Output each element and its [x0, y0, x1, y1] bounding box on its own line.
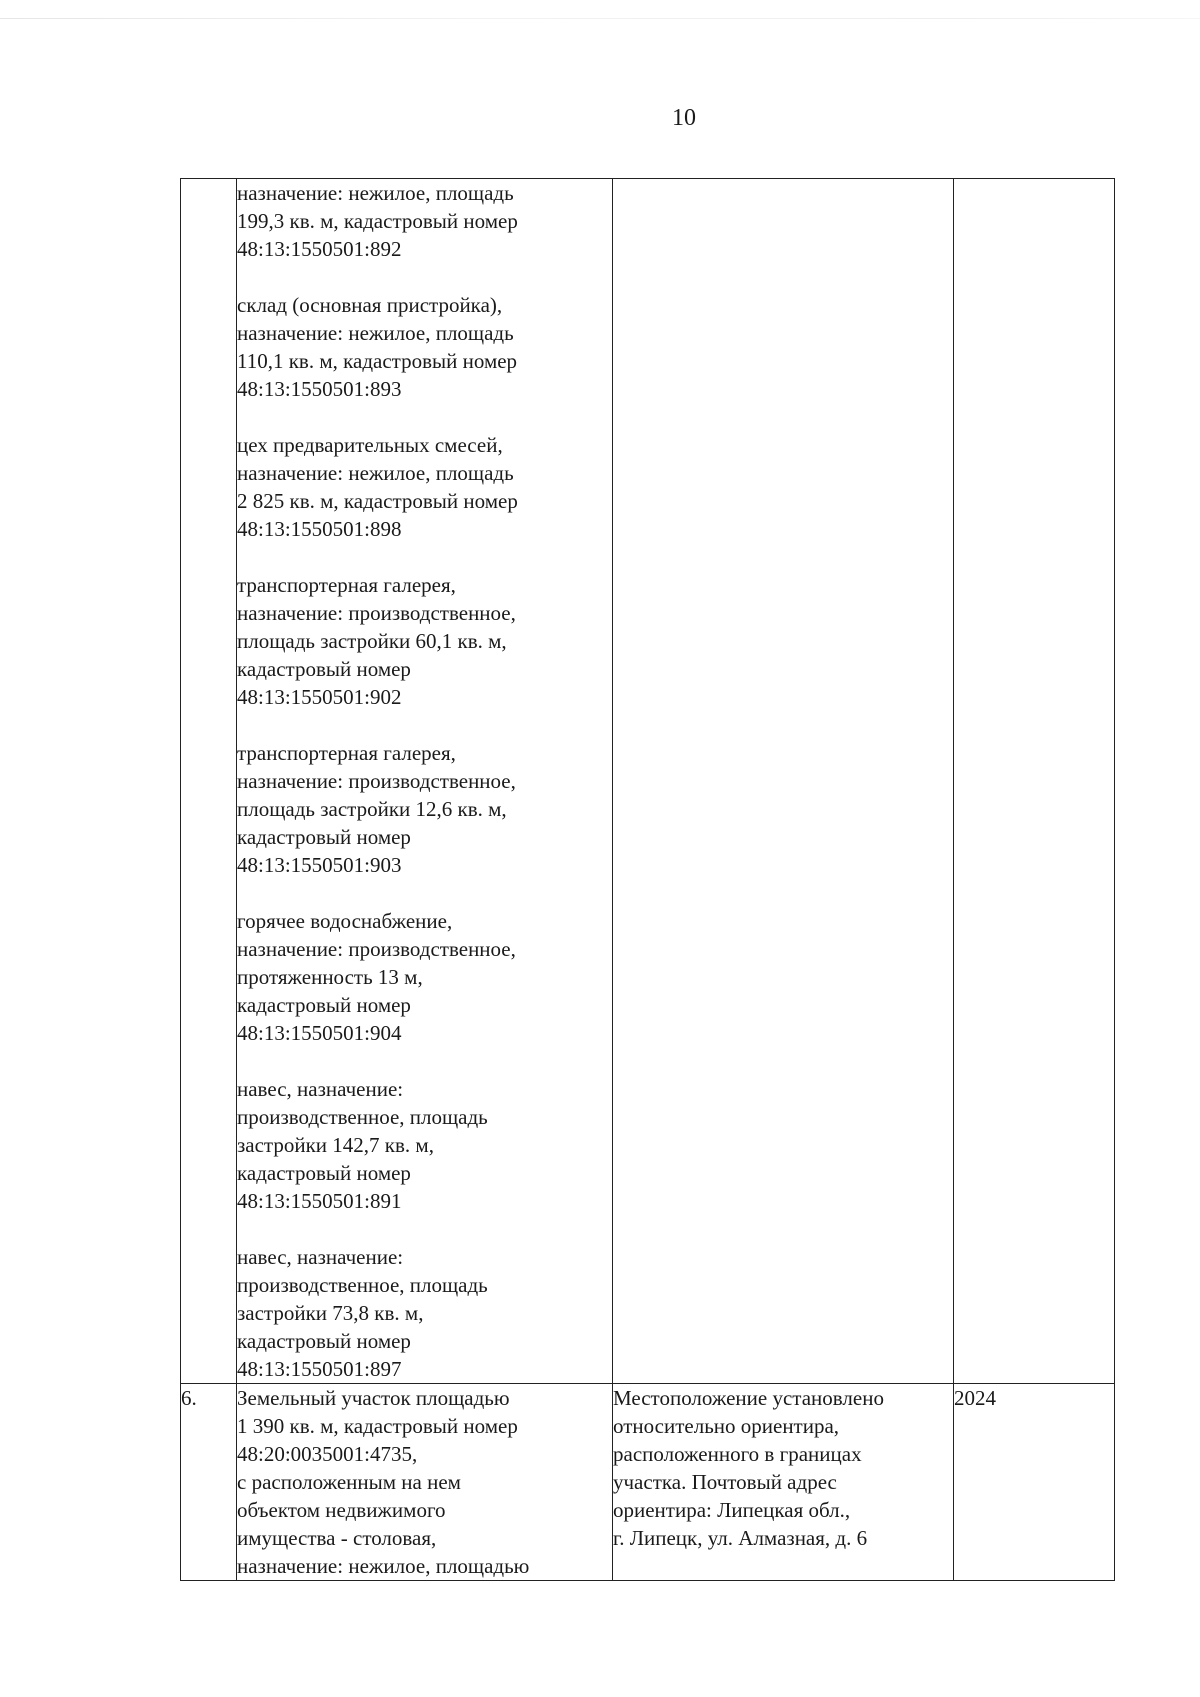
location-cell: Местоположение установлено относительно ориентира, расположенного в границах участка. Почтовый адрес ориентира: Липецкая обл., г. Липецк, ул. Алмазная, д. 6 — [613, 1384, 954, 1581]
page-number-text: 10 — [672, 105, 696, 131]
list-item: навес, назначение: производственное, площадь застройки 142,7 кв. м, кадастровый номер 48:13:1550501:891 — [237, 1077, 488, 1213]
table-row-6 — [181, 1384, 1115, 1581]
row-number-cell — [181, 179, 237, 1384]
year-text: 2024 — [954, 1386, 996, 1410]
table-row-continued — [181, 179, 1115, 1384]
description-cell: Земельный участок площадью 1 390 кв. м, кадастровый номер 48:20:0035001:4735, с расположенным на нем объектом недвижимого имущества - столовая, назначение: нежилое, площадью — [237, 1384, 613, 1581]
row-number: 6. — [181, 1386, 197, 1410]
list-item: транспортерная галерея, назначение: производственное, площадь застройки 60,1 кв. м, кадастровый номер 48:13:1550501:902 — [237, 573, 516, 709]
list-item: навес, назначение: производственное, площадь застройки 73,8 кв. м, кадастровый номер 48:13:1550501:897 — [237, 1245, 488, 1381]
list-item: склад (основная пристройка), назначение: нежилое, площадь 110,1 кв. м, кадастровый номер 48:13:1550501:893 — [237, 293, 518, 401]
list-item: транспортерная галерея, назначение: производственное, площадь застройки 12,6 кв. м, кадастровый номер 48:13:1550501:903 — [237, 741, 516, 877]
year-cell — [954, 179, 1115, 1384]
list-item: назначение: нежилое, площадь 199,3 кв. м, кадастровый номер 48:13:1550501:892 — [237, 181, 518, 261]
location-cell — [613, 179, 954, 1384]
year-cell — [954, 1384, 1115, 1581]
scan-edge-line — [0, 18, 1200, 19]
row-number-cell — [181, 1384, 237, 1581]
list-item: горячее водоснабжение, назначение: производственное, протяженность 13 м, кадастровый номер 48:13:1550501:904 — [237, 909, 516, 1045]
property-table — [180, 178, 1115, 1581]
description-cell — [237, 179, 613, 1384]
list-item: цех предварительных смесей, назначение: нежилое, площадь 2 825 кв. м, кадастровый номер 48:13:1550501:898 — [237, 433, 518, 541]
